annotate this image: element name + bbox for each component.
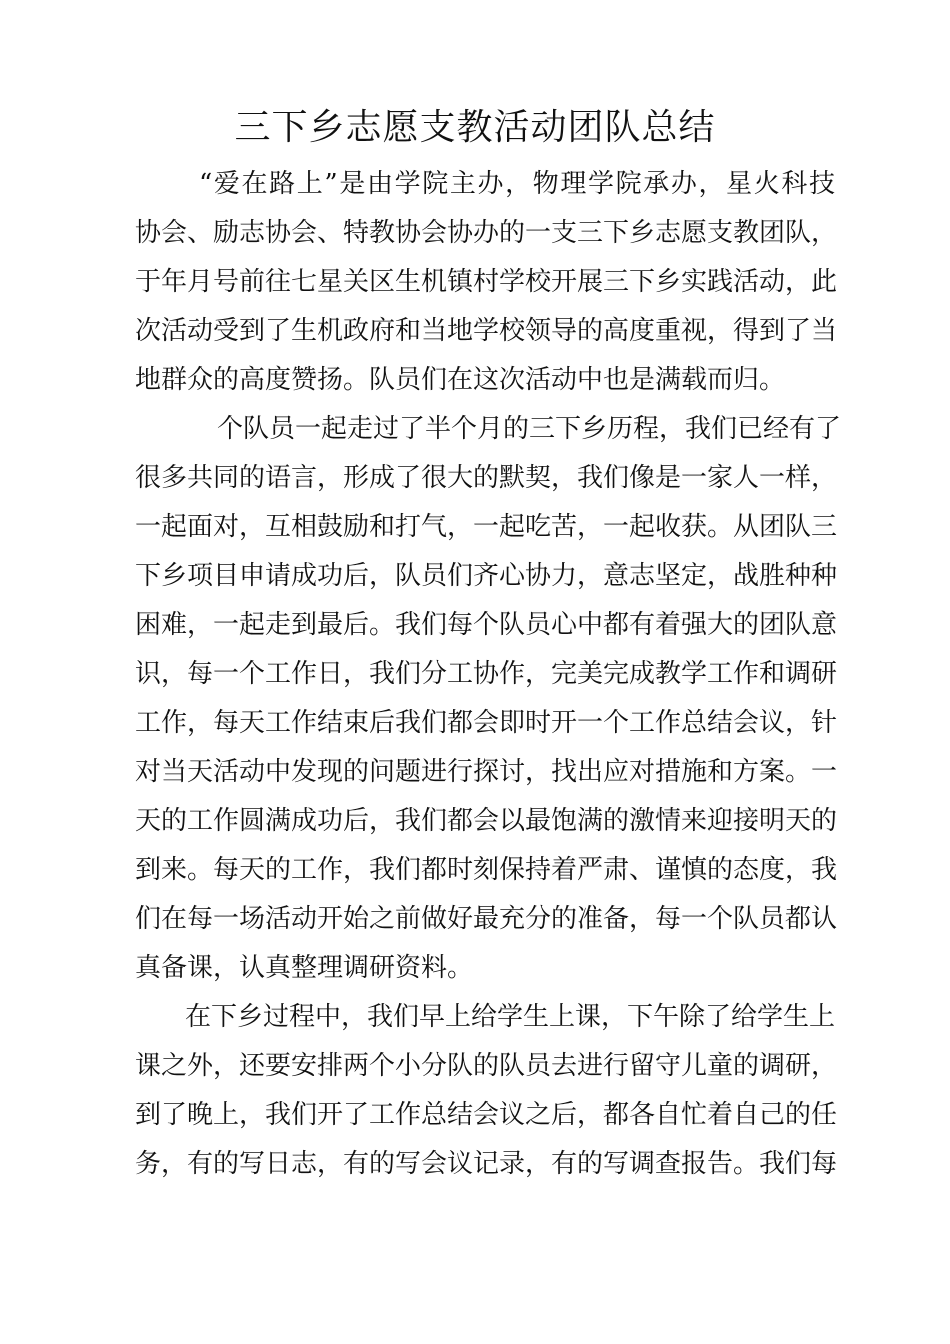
- document-title: 三下乡志愿支教活动团队总结: [234, 107, 716, 148]
- text-line: 一起面对，互相鼓励和打气，一起吃苦，一起收获。从团队三: [135, 512, 838, 542]
- text-line: 很多共同的语言，形成了很大的默契，我们像是一家人一样，: [135, 463, 838, 493]
- text-line: 协会、励志协会、特教协会协办的一支三下乡志愿支教团队，: [135, 218, 838, 248]
- text-line: 们在每一场活动开始之前做好最充分的准备，每一个队员都认: [135, 904, 838, 934]
- text-line: 地群众的高度赞扬。队员们在这次活动中也是满载而归。: [135, 365, 786, 395]
- text-line: 工作，每天工作结束后我们都会即时开一个工作总结会议，针: [135, 708, 838, 738]
- text-line: 天的工作圆满成功后，我们都会以最饱满的激情来迎接明天的: [135, 806, 838, 836]
- paragraph-3: [135, 993, 838, 1189]
- document-body: [135, 160, 842, 1189]
- text-line: 务，有的写日志，有的写会议记录，有的写调查报告。我们每: [135, 1149, 838, 1179]
- text-line: 对当天活动中发现的问题进行探讨，找出应对措施和方案。一: [135, 757, 838, 787]
- paragraph-2: [135, 405, 842, 993]
- text-line: 在下乡过程中，我们早上给学生上课，下午除了给学生上: [185, 1002, 836, 1032]
- text-line: 于年月号前往七星关区生机镇村学校开展三下乡实践活动，此: [135, 267, 838, 297]
- text-line: 到来。每天的工作，我们都时刻保持着严肃、谨慎的态度，我: [135, 855, 838, 885]
- text-line: 次活动受到了生机政府和当地学校领导的高度重视，得到了当: [135, 316, 838, 346]
- text-line: 真备课，认真整理调研资料。: [135, 953, 474, 983]
- text-line: 困难，一起走到最后。我们每个队员心中都有着强大的团队意: [135, 610, 838, 640]
- paragraph-1: [135, 160, 838, 405]
- text-line: 识，每一个工作日，我们分工协作，完美完成教学工作和调研: [135, 659, 838, 689]
- text-line: 下乡项目申请成功后，队员们齐心协力，意志坚定，战胜种种: [135, 561, 838, 591]
- text-line: 课之外，还要安排两个小分队的队员去进行留守儿童的调研，: [135, 1051, 838, 1081]
- text-line: 个队员一起走过了半个月的三下乡历程，我们已经有了: [217, 414, 842, 444]
- text-line: 到了晚上，我们开了工作总结会议之后，都各自忙着自己的任: [135, 1100, 838, 1130]
- text-line: “爱在路上”是由学院主办，物理学院承办，星火科技: [199, 169, 835, 199]
